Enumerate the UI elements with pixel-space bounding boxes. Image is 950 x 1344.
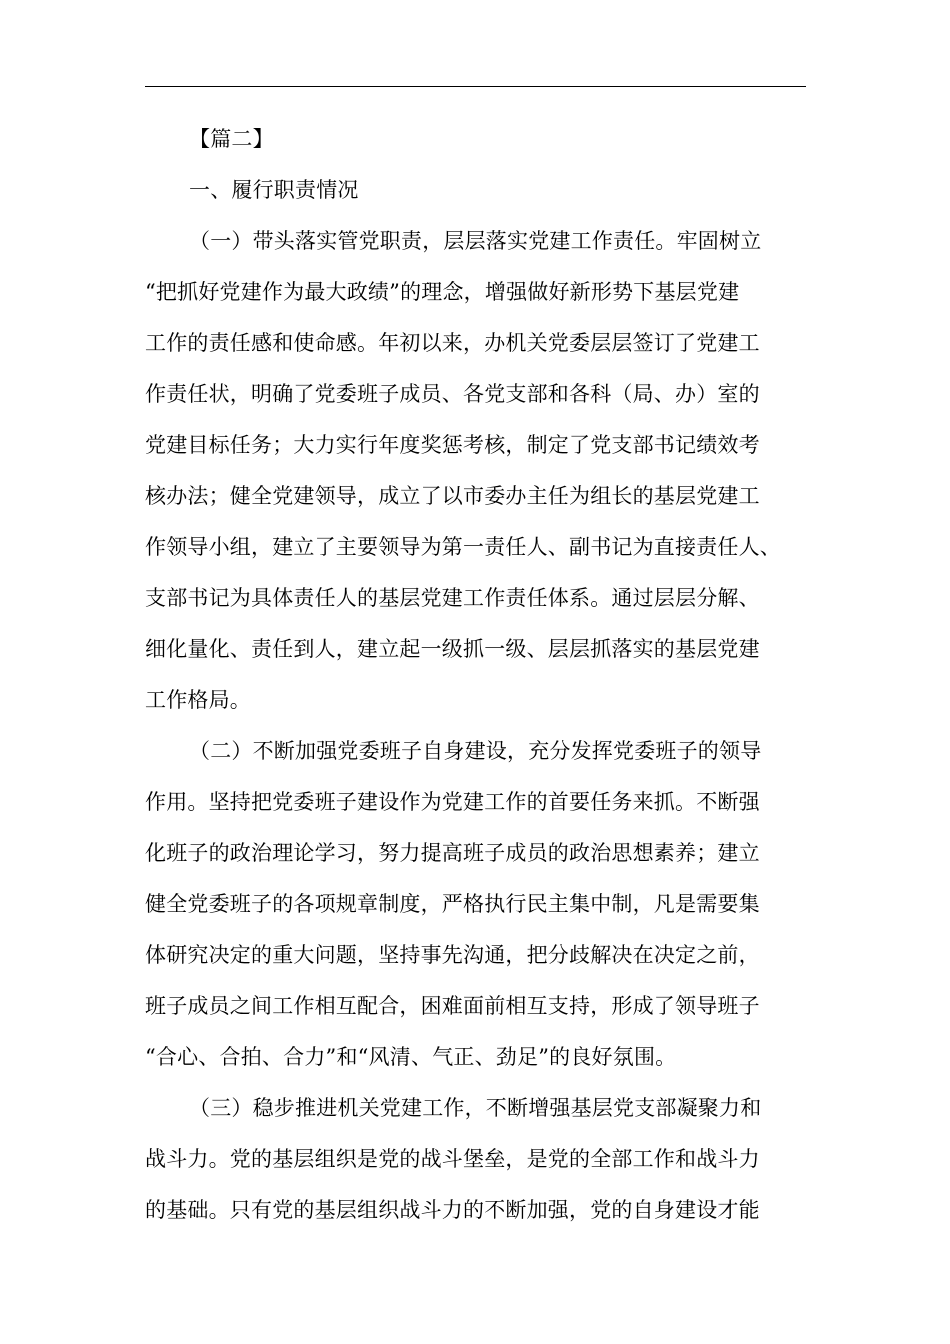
paragraph-line: 健全党委班子的各项规章制度，严格执行民主集中制，凡是需要集 <box>145 892 760 916</box>
section-label: 【篇二】 <box>189 127 274 151</box>
header-rule <box>145 86 806 87</box>
paragraph-line: 体研究决定的重大问题，坚持事先沟通，把分歧解决在决定之前， <box>145 943 760 967</box>
paragraph-line: （二）不断加强党委班子自身建设，充分发挥党委班子的领导 <box>189 739 762 763</box>
paragraph-line: 工作的责任感和使命感。年初以来，办机关党委层层签订了党建工 <box>145 331 760 355</box>
paragraph-line: “合心、合拍、合力”和“风清、气正、劲足”的良好氛围。 <box>145 1045 677 1069</box>
section-heading: 一、履行职责情况 <box>189 178 359 202</box>
paragraph-line: 核办法；健全党建领导，成立了以市委办主任为组长的基层党建工 <box>145 484 760 508</box>
paragraph-line: 细化量化、责任到人，建立起一级抓一级、层层抓落实的基层党建 <box>145 637 760 661</box>
paragraph-line: 支部书记为具体责任人的基层党建工作责任体系。通过层层分解、 <box>145 586 760 610</box>
paragraph-line: “把抓好党建作为最大政绩”的理念，增强做好新形势下基层党建 <box>145 280 740 304</box>
paragraph-line: 作用。坚持把党委班子建设作为党建工作的首要任务来抓。不断强 <box>145 790 760 814</box>
paragraph-line: 战斗力。党的基层组织是党的战斗堡垒，是党的全部工作和战斗力 <box>145 1147 760 1171</box>
paragraph-line: 作责任状，明确了党委班子成员、各党支部和各科（局、办）室的 <box>145 382 760 406</box>
paragraph-line: （一）带头落实管党职责，层层落实党建工作责任。牢固树立 <box>189 229 762 253</box>
paragraph-line: 作领导小组，建立了主要领导为第一责任人、副书记为直接责任人、 <box>145 535 781 559</box>
paragraph-line: （三）稳步推进机关党建工作，不断增强基层党支部凝聚力和 <box>189 1096 762 1120</box>
paragraph-line: 的基础。只有党的基层组织战斗力的不断加强，党的自身建设才能 <box>145 1198 760 1222</box>
paragraph-line: 工作格局。 <box>145 688 251 712</box>
paragraph-line: 班子成员之间工作相互配合，困难面前相互支持，形成了领导班子 <box>145 994 760 1018</box>
paragraph-line: 党建目标任务；大力实行年度奖惩考核，制定了党支部书记绩效考 <box>145 433 760 457</box>
paragraph-line: 化班子的政治理论学习，努力提高班子成员的政治思想素养；建立 <box>145 841 760 865</box>
